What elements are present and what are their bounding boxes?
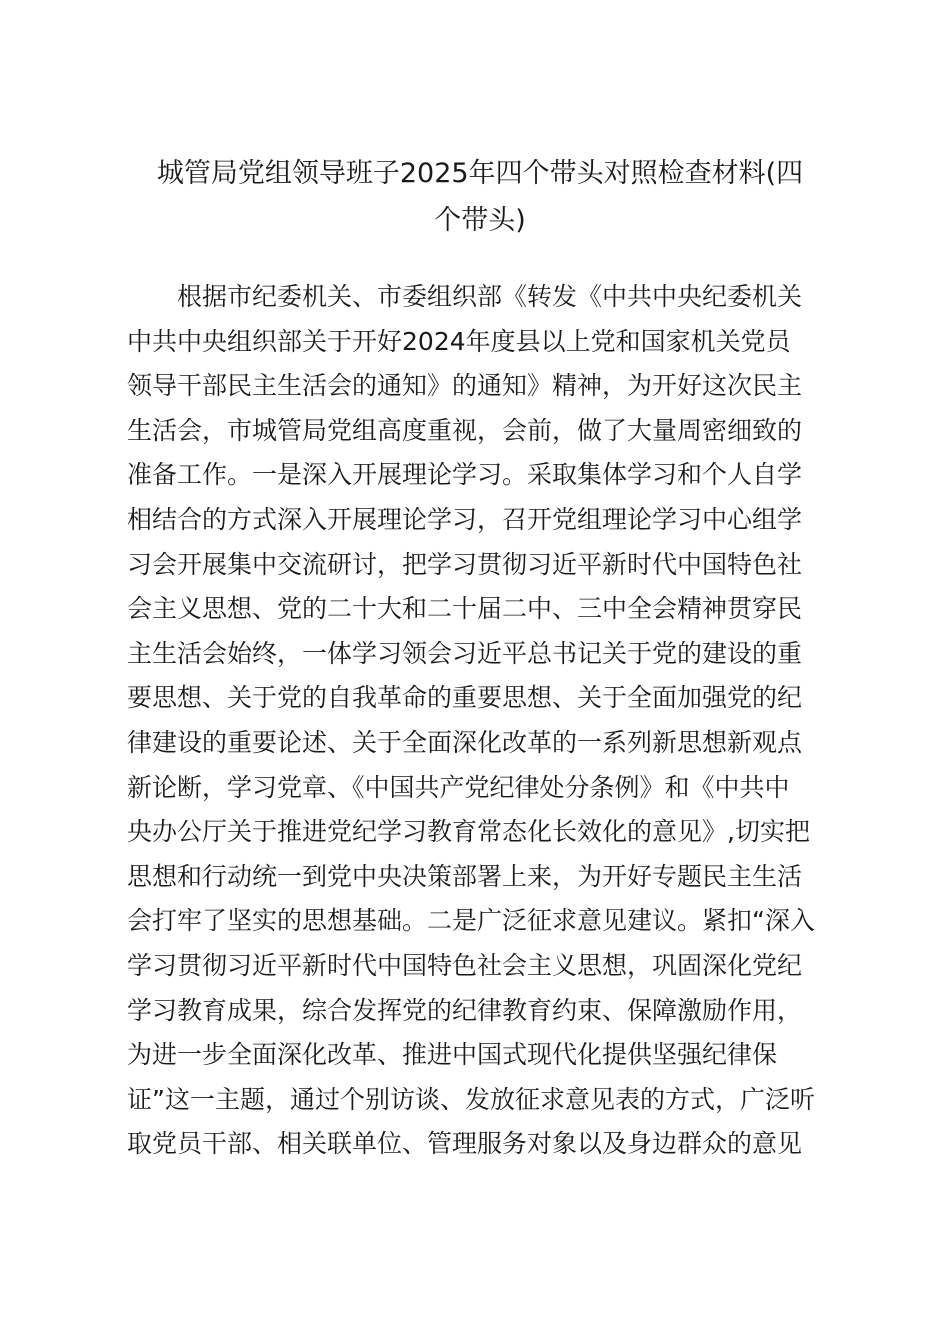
body-line: 会主义思想、党的二十大和二十届二中、三中全会精神贯穿民 [127,594,803,624]
body-line: 习会开展集中交流研讨，把学习贯彻习近平新时代中国特色社 [127,549,803,579]
body-line: 学习教育成果，综合发挥党的纪律教育约束、保障激励作用， [127,995,803,1025]
body-line: 准备工作。一是深入开展理论学习。采取集体学习和个人自学 [127,460,803,490]
body-line: 取党员干部、相关联单位、管理服务对象以及身边群众的意见 [127,1129,803,1159]
body-line: 根据市纪委机关、市委组织部《转发《中共中央纪委机关 [177,282,803,311]
body-line: 要思想、关于党的自我革命的重要思想、关于全面加强党的纪 [127,683,803,713]
body-line: 领导干部民主生活会的通知》的通知》精神，为开好这次民主 [127,371,803,401]
body-paragraph [127,275,837,1167]
body-line: 新论断，学习党章、《中国共产党纪律处分条例》和《中共中 [127,772,790,802]
body-line: 为进一步全面深化改革、推进中国式现代化提供坚强纪律保 [127,1040,778,1070]
title-line: 个带头) [434,205,526,236]
body-line: 律建设的重要论述、关于全面深化改革的一系列新思想新观点 [127,727,803,757]
body-line: 央办公厅关于推进党纪学习教育常态化长效化的意见》,切实把 [127,817,810,847]
document-title [120,150,840,244]
body-line: 学习贯彻习近平新时代中国特色社会主义思想，巩固深化党纪 [127,950,803,980]
body-line: 相结合的方式深入开展理论学习，召开党组理论学习中心组学 [127,504,803,534]
body-line: 证”这一主题，通过个别访谈、发放征求意见表的方式，广泛听 [127,1084,815,1114]
body-line: 主生活会始终，一体学习领会习近平总书记关于党的建设的重 [127,638,803,668]
body-line: 思想和行动统一到党中央决策部署上来，为开好专题民主生活 [127,861,803,891]
body-line: 中共中央组织部关于开好2024年度县以上党和国家机关党员 [127,326,791,356]
title-line: 城管局党组领导班子2025年四个带头对照检查材料(四 [156,158,804,189]
body-line: 生活会，市城管局党组高度重视，会前，做了大量周密细致的 [127,415,803,445]
body-line: 会打牢了坚实的思想基础。二是广泛征求意见建议。紧扣“深入 [127,906,815,936]
